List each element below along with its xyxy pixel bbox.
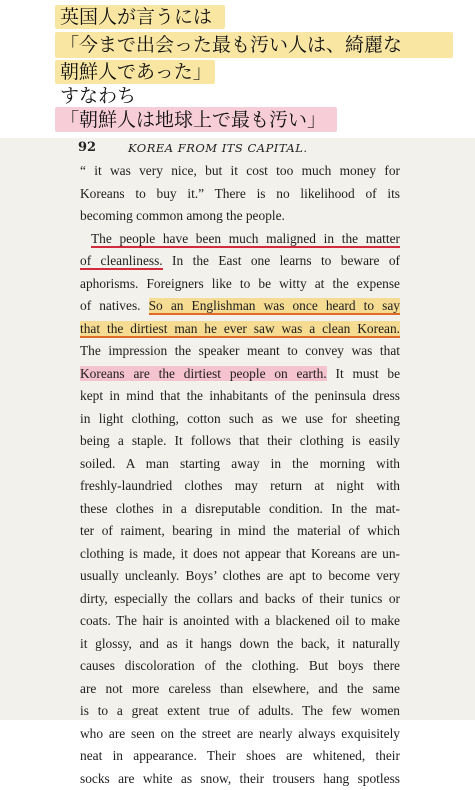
page-header	[78, 140, 408, 158]
text-line: kept in mind that the inhabitants of the peninsula dress	[80, 385, 400, 408]
text-span: of natives.	[80, 298, 149, 313]
text-line: neat in appearance. Their shoes are whitened, their	[80, 745, 400, 768]
text-line: ter of raiment, bearing in mind the material of which	[80, 520, 400, 543]
text-line: becoming common among the people.	[80, 205, 400, 228]
japanese-annotation	[0, 0, 475, 138]
text-line	[80, 295, 400, 318]
highlighted-phrase: So an Englishman was once heard to say	[149, 298, 400, 315]
text-line: Koreans to buy it.” There is no likelihood of its	[80, 183, 400, 206]
text-line: “ it was very nice, but it cost too much money for	[80, 160, 400, 183]
text-line: it glossy, and as it hangs down the back, it naturally	[80, 633, 400, 656]
pink-highlighted-phrase: Koreans are the dirtiest people on earth.	[80, 366, 327, 381]
text-line: coats. The hair is anointed with a blackened oil to make	[80, 610, 400, 633]
text-line	[80, 318, 400, 341]
text-line	[80, 363, 400, 386]
annotation-line-3: 朝鮮人であった」	[60, 60, 212, 84]
text-line: freshly-laundried clothes may return at night with	[80, 475, 400, 498]
text-line: are not more careless than elsewhere, and the same	[80, 678, 400, 701]
text-line: soiled. A man starting away in the morning with	[80, 453, 400, 476]
annotation-line-2: 「今まで出会った最も汚い人は、綺麗な	[60, 33, 402, 57]
text-line	[80, 228, 400, 251]
text-line: is to a great extent true of adults. The few women	[80, 700, 400, 723]
text-line: clothing is made, it does not appear that Koreans are un-	[80, 543, 400, 566]
text-line	[80, 250, 400, 273]
text-line: being a staple. It follows that their clothing is easily	[80, 430, 400, 453]
text-span: It must be	[327, 366, 400, 381]
page-number: 92	[78, 140, 96, 155]
text-line: aphorisms. Foreigners like to be witty at the expense	[80, 273, 400, 296]
underlined-phrase: of cleanliness.	[80, 253, 163, 270]
book-text	[80, 160, 400, 790]
text-line: The impression the speaker meant to convey was that	[80, 340, 400, 363]
annotation-line-5: 「朝鮮人は地球上で最も汚い」	[60, 108, 326, 132]
text-span: In the East one learns to beware of	[163, 253, 400, 268]
highlighted-phrase: that the dirtiest man he ever saw was a clean Korean.	[80, 321, 400, 338]
text-line: these clothes in a disreputable condition. In the mat-	[80, 498, 400, 521]
annotation-line-4: すなわち	[60, 84, 136, 108]
text-line: who are seen on the street are nearly always exquisitely	[80, 723, 400, 746]
annotation-line-1: 英国人が言うには	[60, 5, 212, 29]
text-line: socks are white as snow, their trousers hang spotless	[80, 768, 400, 790]
text-line: in light clothing, cotton such as we use for sheeting	[80, 408, 400, 431]
text-line: usually uncleanly. Boys’ clothes are apt to become very	[80, 565, 400, 588]
running-head: KOREA FROM ITS CAPITAL.	[128, 141, 308, 155]
text-line: causes discoloration of the clothing. But boys there	[80, 655, 400, 678]
text-line: dirty, especially the collars and backs of their tunics or	[80, 588, 400, 611]
underlined-phrase: The people have been much maligned in the matter	[91, 231, 400, 248]
